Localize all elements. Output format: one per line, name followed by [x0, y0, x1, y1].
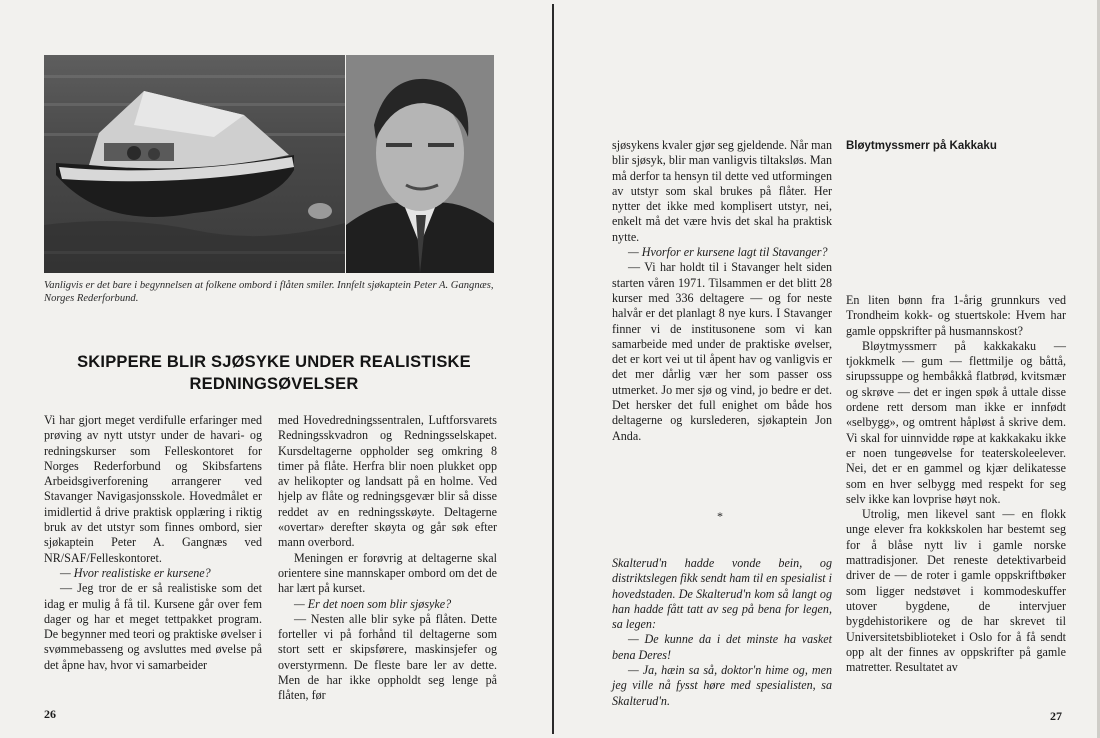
paragraph: — De kunne da i det minste ha vasket bena Deres! — [612, 632, 832, 662]
paragraph: med Hovedredningssentralen, Luftforsvarets Redningsskvadron og Redningsselskapet. Kursdeltagerne oppholder seg omkring 8 timer på flåte. Herfra blir noen plukket opp av helikopter og landsatt på en holme. Ved hjelp av flåte og redningsgevær blir så disse reddet av en redningsskøyte. Deltagerne «overtar» derefter skøyta og går søk efter mann overbord. — [278, 413, 497, 550]
article-column-2 — [278, 413, 497, 704]
page-gutter-line — [552, 4, 554, 734]
sidebar-column — [846, 293, 1066, 675]
page-number-left: 26 — [44, 707, 56, 721]
paragraph: — Ja, hæin sa så, doktor'n hime og, men jeg ville nå fysst høre med spesialisten, sa Skalterud'n. — [612, 663, 832, 708]
anecdote-block — [612, 556, 832, 709]
paragraph: Bløytmyssmerr på kakkakaku — tjokkmelk — gum — flettmilje og båttå, sirupssuppe og hembåkkå flatbrød, kvitsmær og skrøve — det er ingen spøk å uttale disse ordene rett dersom man ikke er innfødt «selbygg», og omtrent håpløst å skrive dem. Vi skal for uinnvidde røpe at kakkakaku ikke er noen tungeøvelse for teaterskoleelever. Nei, det er en gammel og kjær delikatesse som en hver selbygg med respekt for seg selv ikke kan lovprise høyt nok. — [846, 338, 1066, 506]
portrait-photo — [346, 55, 494, 273]
paragraph: En liten bønn fra 1-årig grunnkurs ved Trondheim kokk- og stuertskole: Hvem har gamle oppskrifter på husmannskost? — [846, 293, 1066, 338]
life-raft-photo — [44, 55, 345, 273]
page-number-right: 27 — [1050, 709, 1062, 723]
interview-question: — Hvor realistiske er kursene? — [60, 565, 211, 580]
paragraph: Meningen er forøvrig at deltagerne skal orientere sine mannskaper ombord om det de har lært på kurset. — [278, 550, 497, 596]
article-column-1 — [44, 413, 262, 673]
article-column-3 — [612, 138, 832, 444]
paragraph: Vi har gjort meget verdifulle erfaringer med prøving av nytt utstyr under de havari- og redningskurser som Felleskontoret for Norges Rederforbund og Skibsfartens Arbeidsgiverforening arrangerer ved Stavanger Navigasjonsskole. Hovedmålet er imidlertid å drive praktisk opplæring i riktig bruk av det utstyr som finnes ombord, sier sjøkaptein Peter A. Gangnæs ved NR/SAF/Felleskontoret. — [44, 413, 262, 565]
article-headline: SKIPPERE BLIR SJØSYKE UNDER REALISTISKE REDNINGSØVELSER — [77, 353, 471, 393]
paragraph: — Jeg tror de er så realistiske som det idag er mulig å få til. Kursene går over fem dager og har et meget tettpakket program. De begynner med teori og praktiske øvelser i svømmebasseng og avsluttes med øvelse på det åpne hav, hvor vi samarbeider — [44, 581, 262, 672]
interview-question: — Hvorfor er kursene lagt til Stavanger? — [628, 245, 828, 260]
paragraph: — Nesten alle blir syke på flåten. Dette forteller vi på forhånd til deltagerne som stort sett er skipsførere, maskinsjefer og overstyrmenn. De fleste bare ler av dette. Men de har ikke oppholdt seg lenge på flåten, før — [278, 611, 497, 703]
section-separator: * — [717, 509, 723, 523]
paragraph: — Vi har holdt til i Stavanger helt siden starten våren 1971. Tilsammen er det blitt 28 kurser med 336 deltagere — og for neste halvår er det planlagt 8 nye kurs. I Stavanger finner vi de institusonene som vi kan samarbeide med under de praktiske øvelser, det er kort vei ut til åpent hav og vanligvis er det mer dårlig vær her som passer oss utmerket. Jo mer sjø og vind, jo bedre er det. Det hersker det full enighet om både hos deltagerne og kurslederen, sjøkaptein Jon Anda. — [612, 260, 832, 443]
sidebar-title: Bløytmyssmerr på Kakkaku — [846, 140, 997, 152]
paragraph: sjøsykens kvaler gjør seg gjeldende. Når man blir sjøsyk, blir man vanligvis tiltaksløs. Man må derfor ta hensyn til dette ved utformingen av utstyr som skal brukes på flåter. Her nytter det ikke med komplisert utstyr, nei, enkelt må det være hvis det skal ha praktisk nytte. — [612, 138, 832, 244]
photo-caption: Vanligvis er det bare i begynnelsen at folkene ombord i flåten smiler. Innfelt sjøkaptein Peter A. Gangnæs, Norges Rederforbund. — [44, 280, 494, 304]
paragraph: Skalterud'n hadde vonde bein, og distriktslegen fikk sendt ham til en spesialist i hovedstaden. De Skalterud'n kom så langt og han hadde fått tatt av seg på bena for legen, sa legen: — [612, 556, 833, 632]
interview-question: — Er det noen som blir sjøsyke? — [294, 596, 452, 611]
paragraph: Utrolig, men likevel sant — en flokk unge elever fra kokkskolen har bestemt seg for å blåse nytt liv i gamle norske mattradisjoner. Det reneste detektivarbeid driver de — de roter i gamle oppskriftbøker som ligger nedstøvet i kommodeskuffer utover bygdene, de intervjuer bygdehistorikere og de har skrevet til Universitetsbiblioteket i Oslo for å få sendt opp alt der finnes av oppskrifter på gamle matretter. Resultatet av — [846, 507, 1066, 675]
